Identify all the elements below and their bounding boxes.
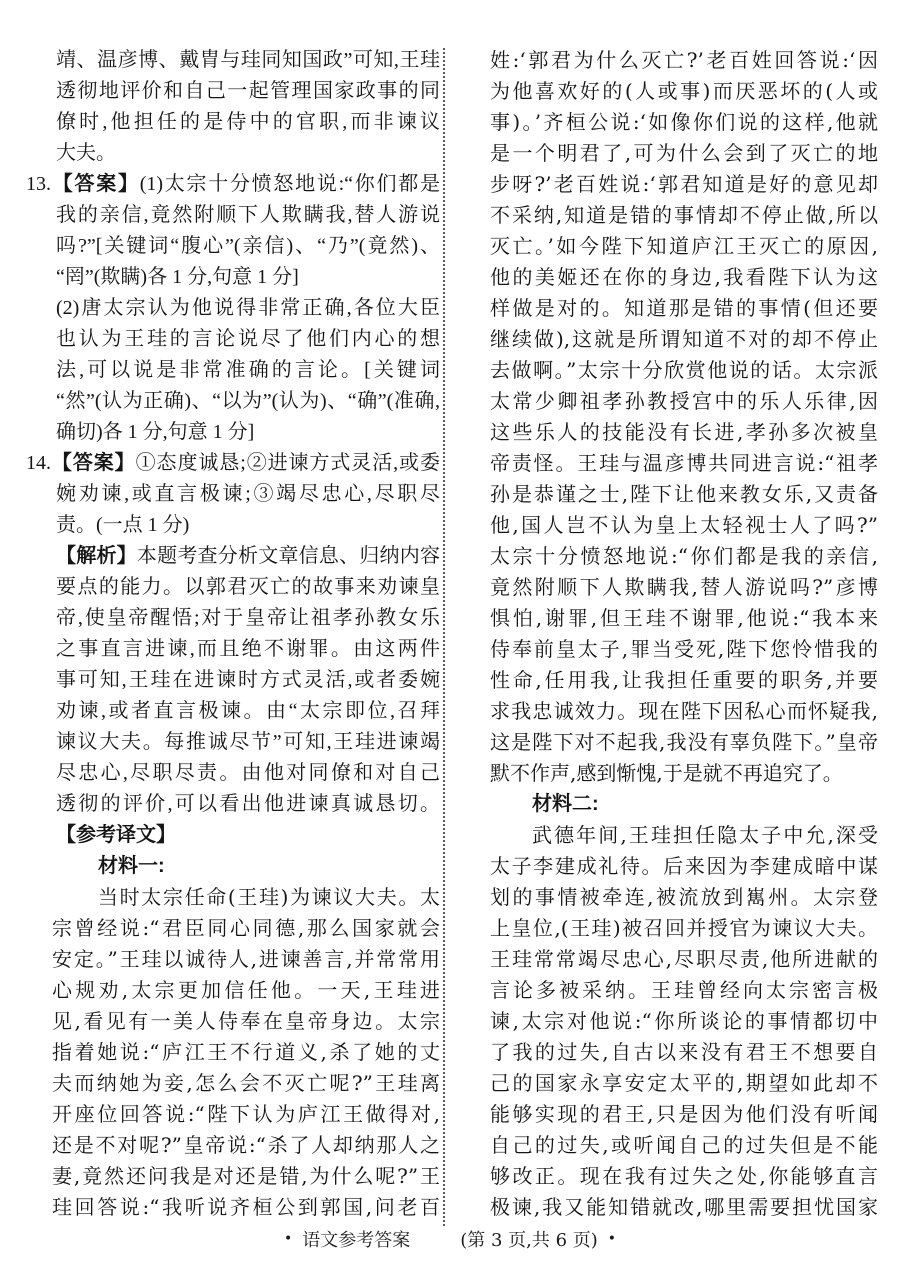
text-line: [490, 510, 878, 541]
text-line: [26, 944, 440, 975]
line-text: 够改正。现在我有过失之处,你能够直言: [490, 1164, 878, 1188]
line-text: 灭亡。’如今陛下知道庐江王灭亡的原因,: [490, 234, 878, 258]
text-line: [490, 758, 878, 789]
text-line: [490, 851, 878, 882]
line-text: 要点的能力。以郭君灭亡的故事来劝谏皇: [56, 576, 440, 598]
text-line: [490, 448, 878, 479]
line-text: 了我的过失,自古以来没有君王不想要自: [490, 1040, 878, 1064]
line-text: 这些乐人的技能没有长进,孝孙多次被皇: [490, 420, 878, 444]
text-line: [490, 665, 878, 696]
text-line: [490, 1130, 878, 1161]
text-line: [490, 355, 878, 386]
right-column: [490, 45, 878, 1223]
text-line: [490, 882, 878, 913]
text-line: [490, 944, 878, 975]
text-line: [26, 200, 440, 231]
line-text: 帝责怪。王珪与温彦博共同进言说:“祖孝: [490, 451, 878, 475]
footer-title: 语文参考答案: [302, 1230, 411, 1251]
text-line: [26, 417, 440, 448]
line-text: 不采纳,知道是错的事情却不停止做,所以: [490, 203, 878, 227]
text-line: [26, 572, 440, 603]
line-text: 劝谏,或者直言极谏。由“太宗即位,召拜: [56, 700, 440, 722]
line-text: 责。(一点 1 分): [56, 514, 190, 536]
line-text: 帝,使皇帝醒悟;对于皇帝让祖孝孙教女乐: [56, 607, 440, 629]
text-line: [490, 975, 878, 1006]
item-number: 14.: [26, 452, 51, 474]
text-line: [26, 634, 440, 665]
text-line: [26, 448, 440, 479]
text-line: [490, 1192, 878, 1223]
text-line: [26, 45, 440, 76]
line-text: 谏,太宗对他说:“你所谈论的事情都切中: [490, 1009, 878, 1033]
text-line: [26, 913, 440, 944]
text-line: [490, 138, 878, 169]
line-text: 样做是对的。知道那是错的事情(但还要: [490, 296, 878, 320]
line-text: 姓:‘郭君为什么灭亡?’老百姓回答说:‘因: [490, 48, 878, 72]
line-text: 是一个明君了,可为什么会到了灭亡的地: [490, 141, 878, 165]
line-text: 他的美姬还在你的身边,我看陛下认为这: [490, 265, 878, 289]
line-text: 透彻地评价和自己一起管理国家政事的同: [56, 80, 440, 102]
line-text: (2)唐太宗认为他说得非常正确,各位大臣: [56, 297, 440, 319]
text-line: [26, 882, 440, 913]
line-text: 去做啊。”太宗十分欣赏他说的话。太宗派: [490, 358, 878, 382]
text-line: [490, 386, 878, 417]
line-text: 透彻的评价,可以看出他进谏真诚恳切。: [56, 793, 440, 815]
line-text: 本题考查分析文章信息、归纳内容: [136, 545, 441, 567]
text-line: [26, 169, 440, 200]
text-line: [26, 1130, 440, 1161]
text-line: [26, 1068, 440, 1099]
line-text: 极谏,我又能知错就改,哪里需要担忧国家: [490, 1195, 878, 1219]
text-line: [490, 727, 878, 758]
line-text: 见,看见有一美人侍奉在皇帝身边。太宗: [52, 1009, 440, 1033]
text-line: [490, 262, 878, 293]
line-text: 划的事情被牵连,被流放到嶲州。太宗登: [490, 885, 878, 909]
text-line: [26, 138, 440, 169]
text-line: [26, 541, 440, 572]
text-line: [26, 851, 440, 882]
text-line: [26, 1037, 440, 1068]
text-line: [490, 293, 878, 324]
line-text: 侍奉前皇太子,罪当受死,陛下您怜惜我的: [490, 637, 878, 661]
line-text: 宗曾经说:“君臣同心同德,那么国家就会: [52, 916, 440, 940]
line-text: 法,可以说是非常准确的言论。[关键词: [56, 359, 440, 381]
text-line: [490, 1068, 878, 1099]
text-line: [490, 1161, 878, 1192]
line-text: 心规劝,太宗更加信任他。一天,王珪进: [52, 978, 440, 1002]
line-text: ①态度诚恳;②进谏方式灵活,或委: [135, 452, 440, 474]
line-text: 上皇位,(王珪)被召回并授官为谏议大夫。: [490, 916, 878, 940]
line-text: 确切)各 1 分,句意 1 分]: [56, 421, 255, 443]
text-line: [26, 603, 440, 634]
line-text: 能够实现的君王,只是因为他们没有听闻: [490, 1102, 878, 1126]
footer-pagination: (第 3 页,共 6 页): [460, 1230, 598, 1251]
text-line: [26, 386, 440, 417]
text-line: [26, 231, 440, 262]
line-text: 僚时,他担任的是侍中的官职,而非谏议: [56, 111, 440, 133]
text-line: [26, 262, 440, 293]
line-text: 己的国家永享安定太平的,期望如此却不: [490, 1071, 878, 1095]
line-text: 尽忠心,尽职尽责。由他对同僚和对自己: [56, 762, 440, 784]
text-line: [26, 76, 440, 107]
text-line: [490, 417, 878, 448]
text-line: [490, 634, 878, 665]
text-line: [490, 169, 878, 200]
line-text: 吗?”[关键词“腹心”(亲信)、“乃”(竟然)、: [56, 235, 440, 257]
text-line: [490, 1099, 878, 1130]
line-text: 还是不对呢?”皇帝说:“杀了人却纳那人之: [52, 1133, 440, 1157]
text-line: [26, 510, 440, 541]
text-line: [490, 200, 878, 231]
text-line: [490, 541, 878, 572]
line-text: 他,国人岂不认为皇上太轻视士人了吗?”: [490, 513, 878, 537]
text-line: [26, 293, 440, 324]
text-line: [490, 603, 878, 634]
line-text: 当时太宗任命(王珪)为谏议大夫。太: [98, 885, 440, 909]
line-text: 性命,任用我,让我担任重要的职务,并要: [490, 668, 878, 692]
line-text: “然”(认为正确)、“以为”(认为)、“确”(准确,: [56, 390, 440, 412]
line-text: 步呀?’老百姓说:‘郭君知道是好的意见却: [490, 172, 878, 196]
text-line: [26, 1006, 440, 1037]
line-text: 我的亲信,竟然附顺下人欺瞒我,替人游说: [56, 204, 440, 226]
text-line: [490, 76, 878, 107]
line-text: 夫而纳她为妾,怎么会不灭亡呢?”王珪离: [52, 1071, 440, 1095]
line-text: 孙是恭谨之士,陛下让他来教女乐,又责备: [490, 482, 878, 506]
line-text: 安定。”王珪以诚待人,进谏善言,并常常用: [52, 947, 440, 971]
line-text: 武德年间,王珪担任隐太子中允,深受: [532, 823, 878, 847]
line-text: 竟然附顺下人欺瞒我,替人游说吗?”彦博: [490, 575, 878, 599]
line-text: 惧怕,谢罪,但王珪不谢罪,他说:“我本来: [490, 606, 878, 630]
text-line: [490, 572, 878, 603]
bold-label: 材料二:: [532, 793, 599, 815]
line-text: 婉劝谏,或直言极谏;③竭尽忠心,尽职尽: [56, 483, 440, 505]
text-line: [26, 665, 440, 696]
left-column: [26, 45, 440, 1223]
line-text: 太宗十分愤怒地说:“你们都是我的亲信,: [490, 544, 878, 568]
column-divider: [443, 48, 445, 1226]
line-text: 谏议大夫。每推诚尽节”可知,王珪进谏竭: [56, 731, 440, 753]
text-line: [490, 1006, 878, 1037]
line-text: 大夫。: [56, 142, 116, 164]
bold-label: 【答案】: [51, 452, 136, 474]
bold-label: 【解析】: [56, 545, 137, 567]
bold-label: 【答案】: [51, 173, 140, 195]
line-text: 为他喜欢好的(人或事)而厌恶坏的(人或: [490, 79, 878, 103]
text-line: [490, 479, 878, 510]
line-text: (1)太宗十分愤怒地说:“你们都是: [139, 173, 440, 195]
line-text: “罔”(欺瞒)各 1 分,句意 1 分]: [56, 266, 299, 288]
text-line: [26, 1099, 440, 1130]
text-line: [26, 696, 440, 727]
text-line: [26, 975, 440, 1006]
text-line: [490, 1037, 878, 1068]
text-line: [26, 1192, 440, 1223]
line-text: 靖、温彦博、戴胄与珪同知国政”可知,王珪: [56, 49, 440, 71]
text-line: [490, 107, 878, 138]
line-text: 太子李建成礼待。后来因为李建成暗中谋: [490, 854, 878, 878]
line-text: 这是陛下对不起我,我没有辜负陛下。”皇帝: [490, 730, 878, 754]
text-line: [26, 479, 440, 510]
text-line: [490, 820, 878, 851]
text-line: [490, 324, 878, 355]
text-line: [490, 913, 878, 944]
text-line: [490, 231, 878, 262]
text-line: [26, 355, 440, 386]
line-text: 指着她说:“庐江王不行道义,杀了她的丈: [52, 1040, 440, 1064]
text-line: [490, 789, 878, 820]
text-line: [26, 727, 440, 758]
line-text: 事)。’齐桓公说:‘如像你们说的这样,他就: [490, 110, 878, 134]
text-line: [26, 107, 440, 138]
line-text: 珪回答说:“我听说齐桓公到郭国,问老百: [52, 1195, 440, 1219]
line-text: 求我忠诚效力。现在陛下因私心而怀疑我,: [490, 699, 878, 723]
footer-bullet-right: •: [607, 1231, 617, 1247]
line-text: 默不作声,感到惭愧,于是就不再追究了。: [490, 761, 843, 785]
footer-bullet-left: •: [283, 1231, 293, 1247]
line-text: 太常少卿祖孝孙教授宫中的乐人乐律,因: [490, 389, 878, 413]
line-text: 妻,竟然还问我是对还是错,为什么呢?”王: [52, 1164, 440, 1188]
text-line: [490, 45, 878, 76]
item-number: 13.: [26, 173, 51, 195]
text-line: [26, 1161, 440, 1192]
line-text: 开座位回答说:“陛下认为庐江王做得对,: [52, 1102, 440, 1126]
line-text: 也认为王珪的言论说尽了他们内心的想: [56, 328, 440, 350]
line-text: 自己的过失,或听闻自己的过失但是不能: [490, 1133, 878, 1157]
line-text: 王珪常常竭尽忠心,尽职尽责,他所进献的: [490, 947, 878, 971]
text-line: [490, 696, 878, 727]
line-text: 之事直言进谏,而且绝不谢罪。由这两件: [56, 638, 440, 660]
line-text: 继续做),这就是所谓知道不对的却不停止: [490, 327, 878, 351]
bold-label: 【参考译文】: [56, 824, 176, 846]
text-line: [26, 789, 440, 820]
page-footer: [0, 1226, 900, 1252]
bold-label: 材料一:: [98, 855, 165, 877]
line-text: 言论多被采纳。王珪曾经向太宗密言极: [490, 978, 878, 1002]
line-text: 事可知,王珪在进谏时方式灵活,或者委婉: [56, 669, 440, 691]
text-line: [26, 820, 440, 851]
text-line: [26, 758, 440, 789]
text-line: [26, 324, 440, 355]
